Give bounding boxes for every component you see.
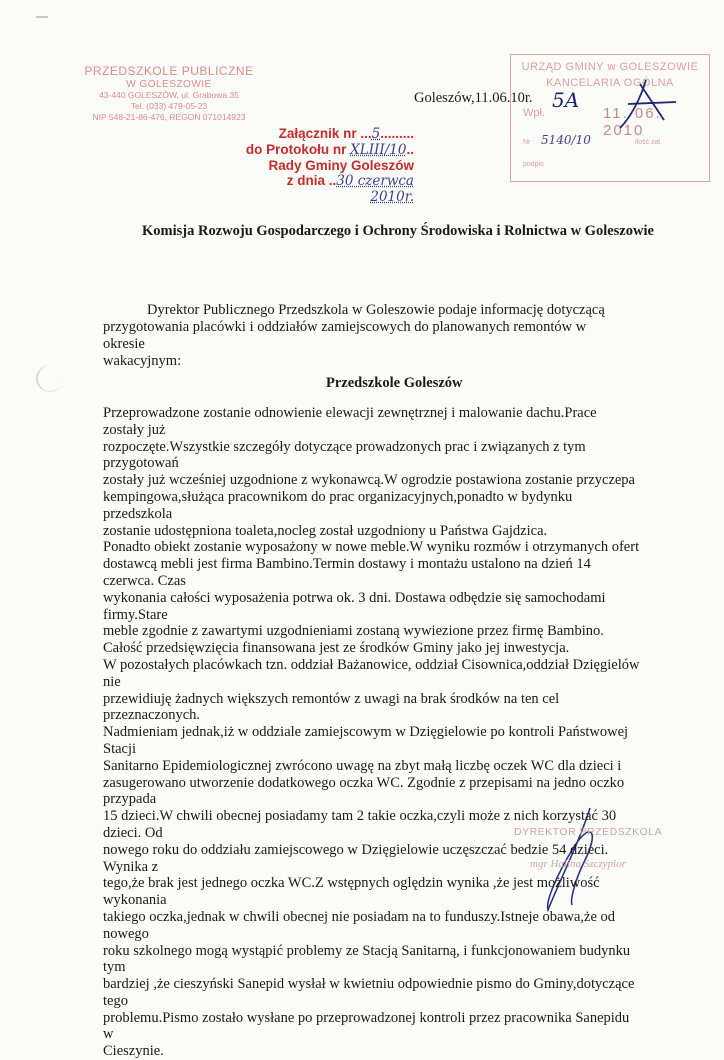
sender-location: W GOLESZOWIE (126, 79, 212, 90)
committee-heading: Komisja Rozwoju Gospodarczego i Ochrony Środowiska i Rolnictwa w Goleszowie (142, 223, 654, 239)
intro-line: wakacyjnym: (103, 353, 182, 369)
attachment-date-label: z dnia (286, 173, 325, 188)
attachment-label: Załącznik nr (278, 126, 357, 141)
director-title: DYREKTOR PRZEDSZKOLA (514, 826, 663, 838)
body-line: roku szkolnego mogą wystąpić problemy ze Stacją Sanitarną, i funkcjonowaniem budynku tym (103, 942, 631, 976)
body-line: Cieszynie. (103, 1043, 164, 1060)
intro-line: przygotowania placówki i oddziałów zamiejscowych do planowanych remontów w okresie (103, 319, 587, 352)
received-date: 11. 06. 2010 (603, 105, 662, 139)
sender-phone: Tel. (033) 479-05-23 (130, 101, 208, 111)
body-text (103, 405, 641, 1060)
intro-paragraph (103, 302, 631, 370)
registry-number: 5140/10 (541, 133, 591, 147)
body-line: zostanie udostępniona toaleta,nocleg został uzgodniony u Państwa Gajdzica. (103, 522, 548, 539)
protocol-line: do Protokołu nr XLIII/10.. (245, 142, 414, 158)
body-line: Sanitarno Epidemiologicznej zwrócono uwagę na zbyt małą liczbę oczek WC dla dzieci i (103, 757, 622, 774)
body-line: kempingowa,służąca pracownikom do prac organizacyjnych,ponadto w bydynku przedszkola (103, 488, 573, 522)
sender-address: 43-440 GOLESZÓW, ul. Grabowa 35 (99, 90, 239, 100)
registry-number-label: Nr (523, 139, 531, 146)
director-name: mgr Halina Szczypior (530, 858, 626, 870)
body-line: Przeprowadzone zostanie odnowienie elewacji zewnętrznej i malowanie dachu.Prace zostały już (103, 405, 597, 438)
body-line: tego,że brak jest jednego oczka WC.Z wstępnych oględzin wynika ,że jest możliwość wykonania (103, 875, 600, 909)
attachment-date-line: z dnia ..30 czerwca 2010r. (286, 173, 414, 205)
body-line: Ponadto obiekt zostanie wyposażony w nowe meble.W wyniku rozmów i otrzymanych ofert (103, 539, 640, 556)
intro-line: Dyrektor Publicznego Przedszkola w Goleszowie podaje informację dotyczącą (147, 302, 605, 318)
sender-ids: NIP 548-21-86-476, REGON 071014923 (92, 112, 246, 122)
body-line: przewidiuję żadnych większych remontów z uwagi na brak środków na ten cel przeznaczonych. (103, 690, 560, 724)
body-line: wykonania całości wyposażenia potrwa ok. 3 dni. Dostawa odbędzie się samochodami firmy.Stare (103, 589, 606, 623)
section-title: Przedszkole Goleszów (326, 375, 463, 391)
signature-field-label: podpis (523, 161, 544, 168)
sender-name: PRZEDSZKOLE PUBLICZNE (84, 64, 254, 78)
body-line: 15 dzieci.W chwili obecnej posiadamy tam 2 takie oczka,czyli może z nich korzystać 30 dzieci. Od (103, 808, 617, 841)
registry-department: KANCELARIA OGÓLNA (546, 77, 674, 89)
punch-hole-mark (36, 365, 64, 392)
attachment-date: 30 czerwca 2010r. (336, 173, 414, 205)
registry-handwritten-mark: 5A (552, 88, 580, 112)
registry-office: URZĄD GMINY w GOLESZOWIE (521, 61, 699, 73)
body-line: W pozostałych placówkach tzn. oddział Bażanowice, oddział Cisownica,oddział Dzięgielów nie (103, 656, 640, 690)
body-line: dostawcą mebli jest firma Bambino.Termin dostawy i montażu ustalono na dzień 14 czerwca. Czas (103, 556, 591, 589)
protocol-label: do Protokołu nr (245, 142, 347, 157)
body-line: Całość przedsięwzięcia finansowana jest ze środków Gminy jako jej inwestycja. (103, 640, 570, 657)
body-line: zostały już wcześniej uzgodnione z wykonawcą.W ogrodzie postawiona zostanie przyczepa (103, 472, 635, 489)
received-label: Wpł. (523, 107, 545, 119)
protocol-number: XLIII/10 (350, 142, 407, 158)
body-line: takiego oczka,jednak w chwili obecnej nie posiadam na to funduszy.Istneje obawa,że od nowego (103, 908, 616, 942)
director-signature-stamp (514, 826, 684, 870)
body-line: nowego roku do oddziału zamiejscowego w Dzięgielowie uczęszczać bedzie 54 dzieci. Wynika z (103, 841, 609, 875)
body-line: problemu.Pismo zostało wysłane po przeprowadzonej kontroli przez pracownika Sanepidu w (103, 1009, 630, 1043)
place-date: Goleszów,11.06.10r. (414, 90, 533, 106)
attachment-number-line: Załącznik nr ...5......... (278, 126, 414, 142)
body-line: meble zgodnie z zawartymi uzgodnieniami zostaną wywiezione przez firmę Bambino. (103, 623, 604, 640)
body-line: rozpoczęte.Wszystkie szczegóły dotyczące prowadzonych prac i związanych z tym przygotowań (103, 438, 586, 472)
stamp-initials-stroke (620, 80, 676, 128)
attachments-count-label: ilość zał. (635, 139, 662, 146)
body-line: Nadmieniam jednak,iż w oddziale zamiejscowym w Dzięgielowie po kontroli Państwowej Stacji (103, 724, 629, 757)
body-line: bardziej ,że cieszyński Sanepid wysłał w kwietniu odpowiednie pismo do Gminy,dotyczące tego (103, 976, 635, 1009)
council-name: Rady Gminy Goleszów (268, 158, 414, 173)
body-line: zasugerowano utworzenie dodatkowego oczka WC. Zgodnie z przepisami na jedno oczko przypada (103, 774, 625, 808)
attachment-number: 5 (371, 126, 381, 142)
